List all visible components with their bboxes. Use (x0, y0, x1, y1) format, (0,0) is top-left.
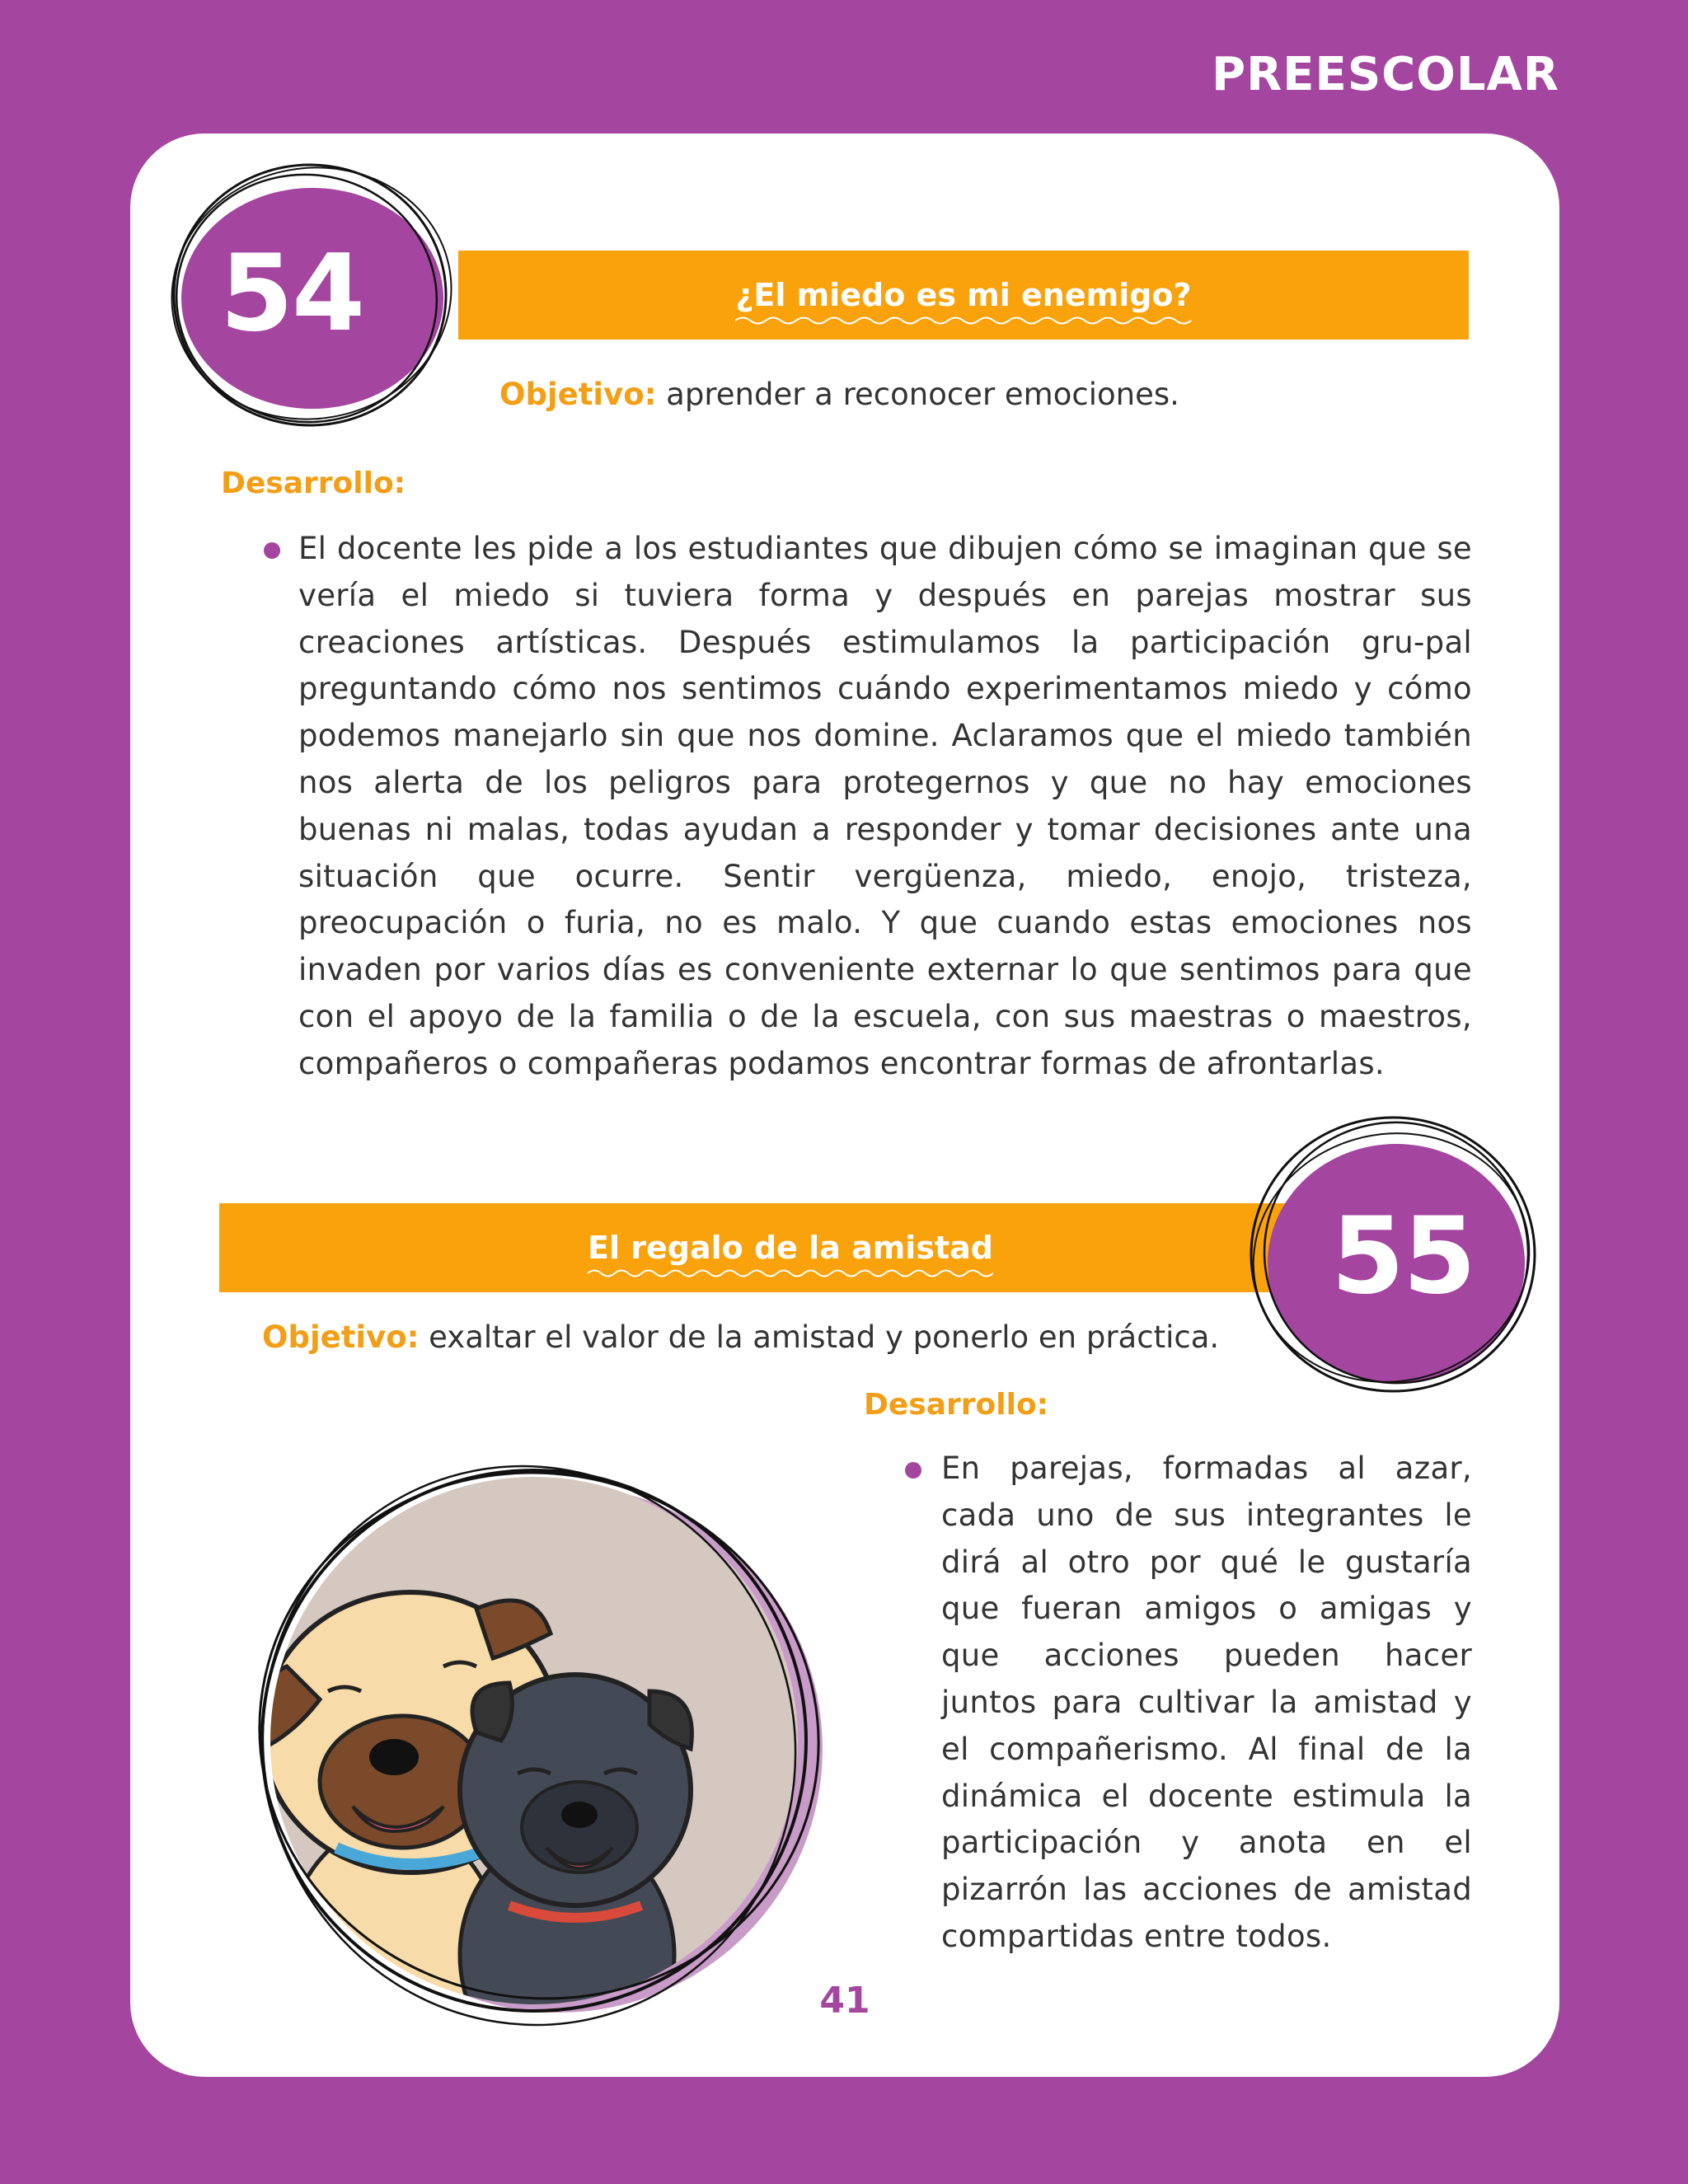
wavy-underline-icon (588, 1268, 993, 1279)
level-label: PREESCOLAR (1212, 48, 1559, 101)
page-number: 41 (819, 1980, 870, 2022)
activity-55-title-banner (219, 1203, 1362, 1292)
activity-55-title: El regalo de la amistad (588, 1230, 993, 1266)
bullet-icon (264, 542, 280, 559)
page-card (130, 134, 1559, 2077)
activity-54-title-banner (458, 251, 1469, 340)
activity-54-title: ¿El miedo es mi enemigo? (735, 277, 1191, 313)
activity-54-objective: Objetivo: aprender a reconocer emociones. (499, 377, 1179, 412)
activity-54-development-text: El docente les pide a los estudiantes que dibujen cómo se imaginan que se vería el miedo si tuviera forma y después en parejas mostrar sus creaciones artísticas. Después estimulamos la participación gru-pal preguntando cómo nos sentimos cuándo experimentamos miedo y cómo podemos manejarlo sin que nos domine. Aclaramos que el miedo también nos alerta de los peligros para protegernos y que no hay emociones buenas ni malas, todas ayudan a responder y tomar decisiones ante una situación que ocurre. Sentir vergüenza, miedo, enojo, tristeza, preocupación o furia, no es malo. Y que cuando estas emociones nos invaden por varios días es conveniente externar lo que sentimos para que con el apoyo de la familia o de la escuela, con sus maestras o maestros, compañeros o compañeras podamos encontrar formas de afrontarlas. (298, 531, 1472, 1081)
activity-55-development-text: En parejas, formadas al azar, cada uno de sus integrantes le dirá al otro por qué le gustaría que fueran amigos o amigas y que acciones pueden hacer juntos para cultivar la amistad y el compañerismo. Al final de la dinámica el docente estimula la participación y anota en el pizarrón las acciones de amistad compartidas entre todos. (941, 1451, 1472, 1954)
activity-54-badge (153, 157, 450, 437)
friendship-illustration (229, 1419, 872, 2046)
activity-55-objective: Objetivo: exaltar el valor de la amistad y ponerlo en práctica. (262, 1319, 1220, 1355)
activity-55-number: 55 (1330, 1195, 1475, 1318)
wavy-underline-icon (735, 315, 1191, 326)
activity-55-development-label: Desarrollo: (864, 1388, 1049, 1422)
bullet-icon (905, 1462, 921, 1479)
activity-54-development-label: Desarrollo: (221, 466, 406, 500)
activity-54-number: 54 (219, 232, 364, 355)
